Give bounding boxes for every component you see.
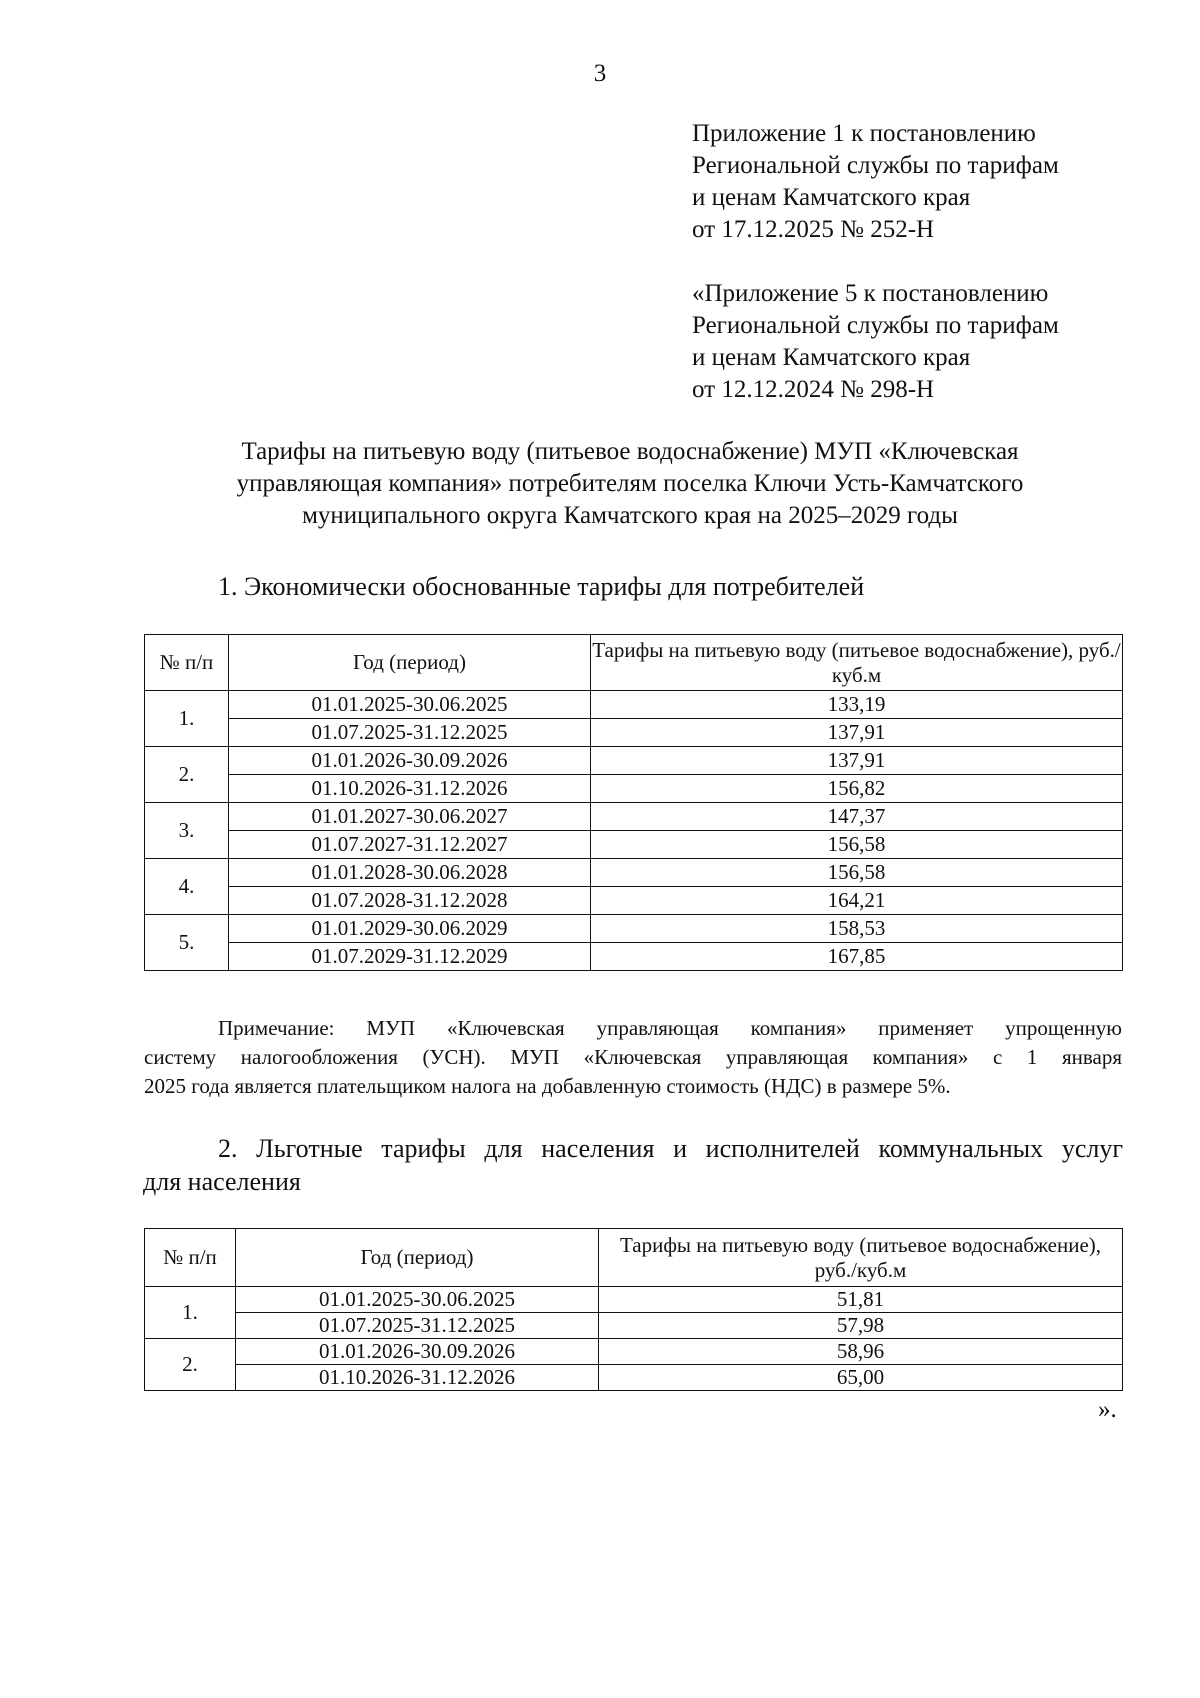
appendix-5-line: от 12.12.2024 № 298-Н bbox=[692, 376, 935, 403]
document-title-line: Тарифы на питьевую воду (питьевое водоснабжение) МУП «Ключевская bbox=[241, 438, 1019, 465]
appendix-1-header bbox=[692, 118, 1059, 246]
period-cell: 01.01.2029-30.06.2029 bbox=[229, 915, 591, 943]
document-title bbox=[140, 436, 1120, 532]
tariff-cell: 57,98 bbox=[599, 1313, 1123, 1339]
appendix-1-line: и ценам Камчатского края bbox=[692, 184, 971, 211]
note-line: систему налогообложения (УСН). МУП «Ключевская управляющая компания» с 1 января bbox=[144, 1045, 1122, 1069]
note-line: Примечание: МУП «Ключевская управляющая компания» применяет упрощенную bbox=[218, 1016, 1122, 1040]
period-cell: 01.10.2026-31.12.2026 bbox=[229, 775, 591, 803]
note-line: 2025 года является плательщиком налога на добавленную стоимость (НДС) в размере 5%. bbox=[144, 1074, 951, 1098]
row-number-cell: 2. bbox=[145, 1339, 236, 1391]
table-header-row bbox=[145, 1229, 1123, 1287]
note-paragraph bbox=[144, 1014, 1122, 1101]
period-cell: 01.01.2025-30.06.2025 bbox=[236, 1287, 599, 1313]
row-number-cell: 1. bbox=[145, 691, 229, 747]
table-row bbox=[145, 1339, 1123, 1365]
document-title-line: управляющая компания» потребителям поселка Ключи Усть-Камчатского bbox=[236, 470, 1024, 497]
tariff-cell: 58,96 bbox=[599, 1339, 1123, 1365]
header-tariff: Тарифы на питьевую воду (питьевое водоснабжение), руб./куб.м bbox=[599, 1229, 1123, 1287]
header-period: Год (период) bbox=[229, 635, 591, 691]
appendix-1-line: Региональной службы по тарифам bbox=[692, 152, 1059, 179]
period-cell: 01.01.2028-30.06.2028 bbox=[229, 859, 591, 887]
period-cell: 01.07.2028-31.12.2028 bbox=[229, 887, 591, 915]
table-row bbox=[145, 859, 1123, 887]
table-row bbox=[145, 719, 1123, 747]
table-row bbox=[145, 775, 1123, 803]
tariff-cell: 65,00 bbox=[599, 1365, 1123, 1391]
appendix-1-line: Приложение 1 к постановлению bbox=[692, 120, 1036, 147]
row-number-cell: 2. bbox=[145, 747, 229, 803]
table-row bbox=[145, 831, 1123, 859]
tariff-cell: 156,58 bbox=[591, 831, 1123, 859]
tariff-cell: 164,21 bbox=[591, 887, 1123, 915]
appendix-5-header bbox=[692, 278, 1059, 406]
closing-quote: ». bbox=[1098, 1396, 1117, 1423]
table-row bbox=[145, 887, 1123, 915]
page-number: 3 bbox=[593, 60, 607, 87]
table-row bbox=[145, 1287, 1123, 1313]
period-cell: 01.07.2025-31.12.2025 bbox=[236, 1313, 599, 1339]
period-cell: 01.01.2026-30.09.2026 bbox=[229, 747, 591, 775]
period-cell: 01.07.2025-31.12.2025 bbox=[229, 719, 591, 747]
tariff-cell: 147,37 bbox=[591, 803, 1123, 831]
table-row bbox=[145, 943, 1123, 971]
table-row bbox=[145, 1365, 1123, 1391]
tariff-cell: 167,85 bbox=[591, 943, 1123, 971]
section-2-title-line: 2. Льготные тарифы для населения и исполнителей коммунальных услуг bbox=[218, 1134, 1123, 1163]
tariff-cell: 133,19 bbox=[591, 691, 1123, 719]
appendix-1-line: от 17.12.2025 № 252-Н bbox=[692, 216, 935, 243]
document-title-line: муниципального округа Камчатского края на 2025–2029 годы bbox=[302, 502, 958, 529]
tariff-cell: 137,91 bbox=[591, 719, 1123, 747]
table-row bbox=[145, 1313, 1123, 1339]
period-cell: 01.10.2026-31.12.2026 bbox=[236, 1365, 599, 1391]
tariff-cell: 51,81 bbox=[599, 1287, 1123, 1313]
table-row bbox=[145, 691, 1123, 719]
header-period: Год (период) bbox=[236, 1229, 599, 1287]
preferential-tariffs-table bbox=[144, 1228, 1123, 1391]
section-2-title bbox=[143, 1132, 1123, 1198]
row-number-cell: 4. bbox=[145, 859, 229, 915]
period-cell: 01.07.2027-31.12.2027 bbox=[229, 831, 591, 859]
header-tariff: Тарифы на питьевую воду (питьевое водоснабжение), руб./куб.м bbox=[591, 635, 1123, 691]
period-cell: 01.07.2029-31.12.2029 bbox=[229, 943, 591, 971]
period-cell: 01.01.2025-30.06.2025 bbox=[229, 691, 591, 719]
table-row bbox=[145, 747, 1123, 775]
section-1-title: 1. Экономически обоснованные тарифы для потребителей bbox=[218, 572, 865, 601]
table-row bbox=[145, 803, 1123, 831]
tariff-cell: 137,91 bbox=[591, 747, 1123, 775]
appendix-5-line: «Приложение 5 к постановлению bbox=[692, 280, 1049, 307]
table-header-row bbox=[145, 635, 1123, 691]
appendix-5-line: Региональной службы по тарифам bbox=[692, 312, 1059, 339]
row-number-cell: 5. bbox=[145, 915, 229, 971]
tariff-cell: 158,53 bbox=[591, 915, 1123, 943]
tariff-cell: 156,82 bbox=[591, 775, 1123, 803]
row-number-cell: 1. bbox=[145, 1287, 236, 1339]
header-num: № п/п bbox=[145, 1229, 236, 1287]
tariff-cell: 156,58 bbox=[591, 859, 1123, 887]
table-row bbox=[145, 915, 1123, 943]
section-2-title-line: для населения bbox=[143, 1167, 301, 1196]
period-cell: 01.01.2027-30.06.2027 bbox=[229, 803, 591, 831]
appendix-5-line: и ценам Камчатского края bbox=[692, 344, 971, 371]
period-cell: 01.01.2026-30.09.2026 bbox=[236, 1339, 599, 1365]
economic-tariffs-table bbox=[144, 634, 1123, 971]
header-num: № п/п bbox=[145, 635, 229, 691]
row-number-cell: 3. bbox=[145, 803, 229, 859]
